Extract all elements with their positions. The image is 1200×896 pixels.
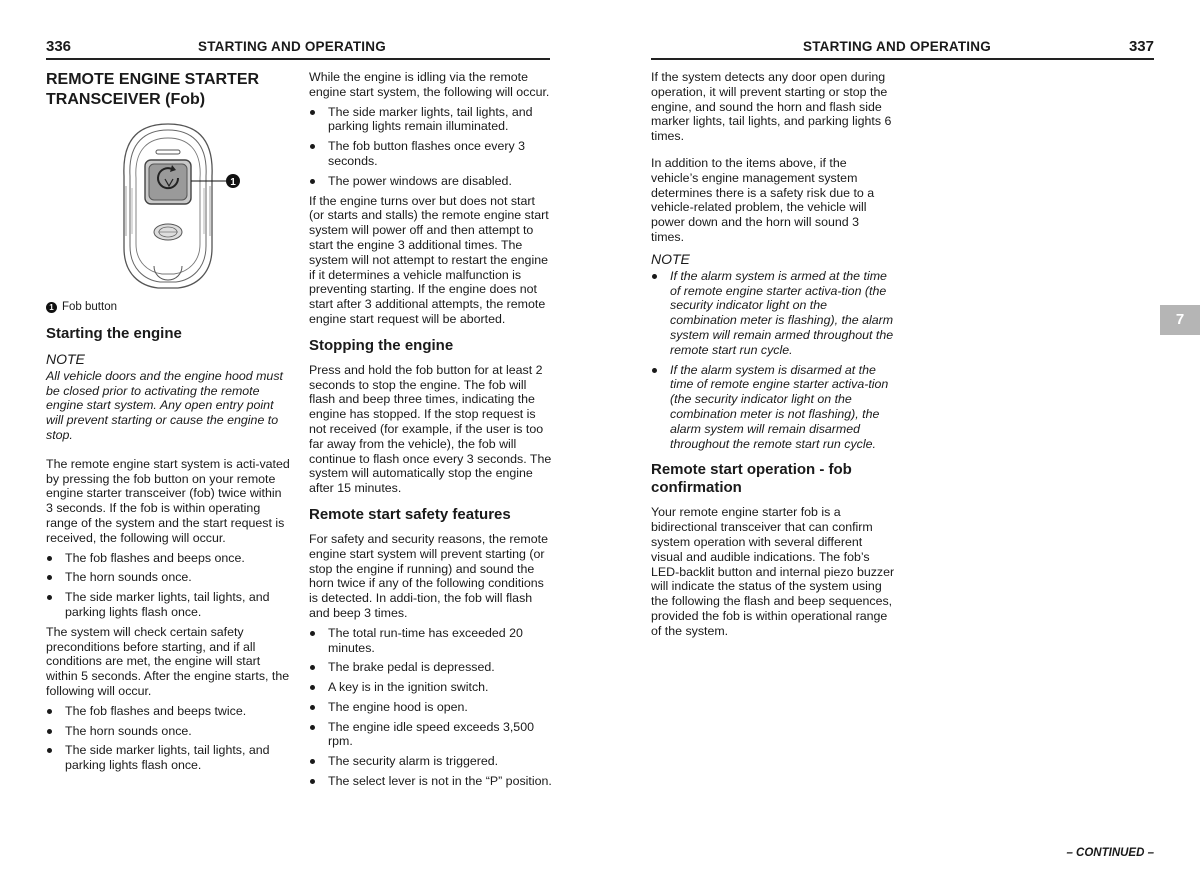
note-label: NOTE xyxy=(46,350,85,367)
list-item: The engine idle speed exceeds 3,500 rpm. xyxy=(309,720,552,750)
paragraph: In addition to the items above, if the vehicle’s engine management system determines there is a safety risk due to a vehicle-related problem, the vehicle will power down and the horn will sound 3 times. xyxy=(651,155,875,244)
right-page-header xyxy=(651,38,1154,60)
left-page-title: STARTING AND OPERATING xyxy=(198,39,386,55)
list-item: The power windows are disabled. xyxy=(309,174,552,189)
figure-caption xyxy=(46,300,290,315)
list-item: The fob flashes and beeps once. xyxy=(46,551,290,566)
list-item: The side marker lights, tail lights, and parking lights remain illuminated. xyxy=(309,105,552,135)
section-heading-stopping: Stopping the engine xyxy=(309,336,454,354)
list-item: The fob flashes and beeps twice. xyxy=(46,704,290,719)
list-item: The security alarm is triggered. xyxy=(309,754,552,769)
paragraph: If the system detects any door open during operation, it will prevent starting or stop the engine, and sound the horn and flash side marker lights, tail lights, and parking lights 6 times. xyxy=(651,70,892,144)
caption-text: Fob button xyxy=(62,301,117,313)
right-page-column xyxy=(651,70,895,644)
list-item: If the alarm system is armed at the time of remote engine starter activa-tion (the security indicator light on the combination meter is flashing), the alarm system will remain armed throughout the remote start run cycle. xyxy=(651,269,895,358)
list-item: The engine hood is open. xyxy=(309,700,552,715)
paragraph: If the engine turns over but does not start (or starts and stalls) the remote engine start system will power off and then attempt to start the engine 3 additional times. The system will not attempt to restart the engine if it determines a vehicle malfunction is preventing starting. If the engine does not start after 3 additional attempts, the remote engine start request will be aborted. xyxy=(309,193,549,326)
left-page-column-2 xyxy=(309,70,552,794)
list-item: If the alarm system is disarmed at the time of remote engine starter activa-tion (the security indicator light on the combination meter is not flashing), the alarm system will remain disarmed throughout the remote start run cycle. xyxy=(651,363,895,452)
list-item: The horn sounds once. xyxy=(46,724,290,739)
caption-callout-number: 1 xyxy=(46,302,57,313)
paragraph: For safety and security reasons, the remote engine start system will prevent starting (or stop the engine if running) and sound the horn twice if any of the following conditions is detected. In addi-tion, the fob will flash and beep 3 times. xyxy=(309,531,548,620)
fob-figure xyxy=(46,116,290,296)
left-page-number: 336 xyxy=(46,38,72,56)
left-page-header xyxy=(46,38,550,60)
left-page-column-1 xyxy=(46,70,290,778)
bullet-list xyxy=(309,105,552,189)
paragraph: Your remote engine starter fob is a bidirectional transceiver that can confirm system operation with several different visual and audible indications. The fob’s LED-backlit button and internal piezo buzzer will indicate the status of the system using the following the flash and beep sequences, provided the fob is within operational range of the system. xyxy=(651,505,895,638)
bullet-list xyxy=(46,704,290,773)
paragraph: The remote engine start system is acti-vated by pressing the fob button on your remote engine starter transceiver (fob) twice within 3 seconds. If the fob is within operating range of the system and the start request is received, the following will occur. xyxy=(46,456,290,545)
note-text: All vehicle doors and the engine hood must be closed prior to activating the remote engine start system. Any open entry point will prevent starting or cause the engine to stop. xyxy=(46,368,283,442)
paragraph: Press and hold the fob button for at least 2 seconds to stop the engine. The fob will flash and beep three times, indicating the engine has stopped. If the stop request is not received (for example, if the user is too far away from the vehicle), the fob will continue to flash once every 3 seconds. The system will automatically stop the engine after 15 minutes. xyxy=(309,362,552,496)
list-item: The horn sounds once. xyxy=(46,570,290,585)
bullet-list xyxy=(309,626,552,789)
list-item: The side marker lights, tail lights, and parking lights flash once. xyxy=(46,590,290,620)
paragraph: The system will check certain safety preconditions before starting, and if all conditions are met, the engine will start within 5 seconds. After the engine starts, the following will occur. xyxy=(46,624,290,698)
list-item: The select lever is not in the “P” position. xyxy=(309,774,552,789)
paragraph: While the engine is idling via the remote engine start system, the following will occur. xyxy=(309,70,550,99)
note-bullet-list xyxy=(651,269,895,452)
callout-number: 1 xyxy=(230,177,236,188)
section-heading-starting: Starting the engine xyxy=(46,324,182,342)
list-item: The total run-time has exceeded 20 minutes. xyxy=(309,626,552,656)
list-item: The brake pedal is depressed. xyxy=(309,660,552,675)
chapter-tab: 7 xyxy=(1160,305,1200,335)
list-item: A key is in the ignition switch. xyxy=(309,680,552,695)
continued-marker: – CONTINUED – xyxy=(1066,847,1154,859)
list-item: The side marker lights, tail lights, and parking lights flash once. xyxy=(46,743,290,773)
section-heading-safety: Remote start safety features xyxy=(309,505,511,523)
section-heading-confirmation: Remote start operation - fob confirmation xyxy=(651,461,852,497)
section-heading-fob: REMOTE ENGINE STARTER TRANSCEIVER (Fob) xyxy=(46,71,260,108)
bullet-list xyxy=(46,551,290,620)
fob-illustration xyxy=(46,116,290,296)
list-item: The fob button flashes once every 3 seconds. xyxy=(309,139,552,169)
right-page-title: STARTING AND OPERATING xyxy=(803,39,991,55)
note-label: NOTE xyxy=(651,250,690,267)
right-page-number: 337 xyxy=(1128,38,1154,56)
